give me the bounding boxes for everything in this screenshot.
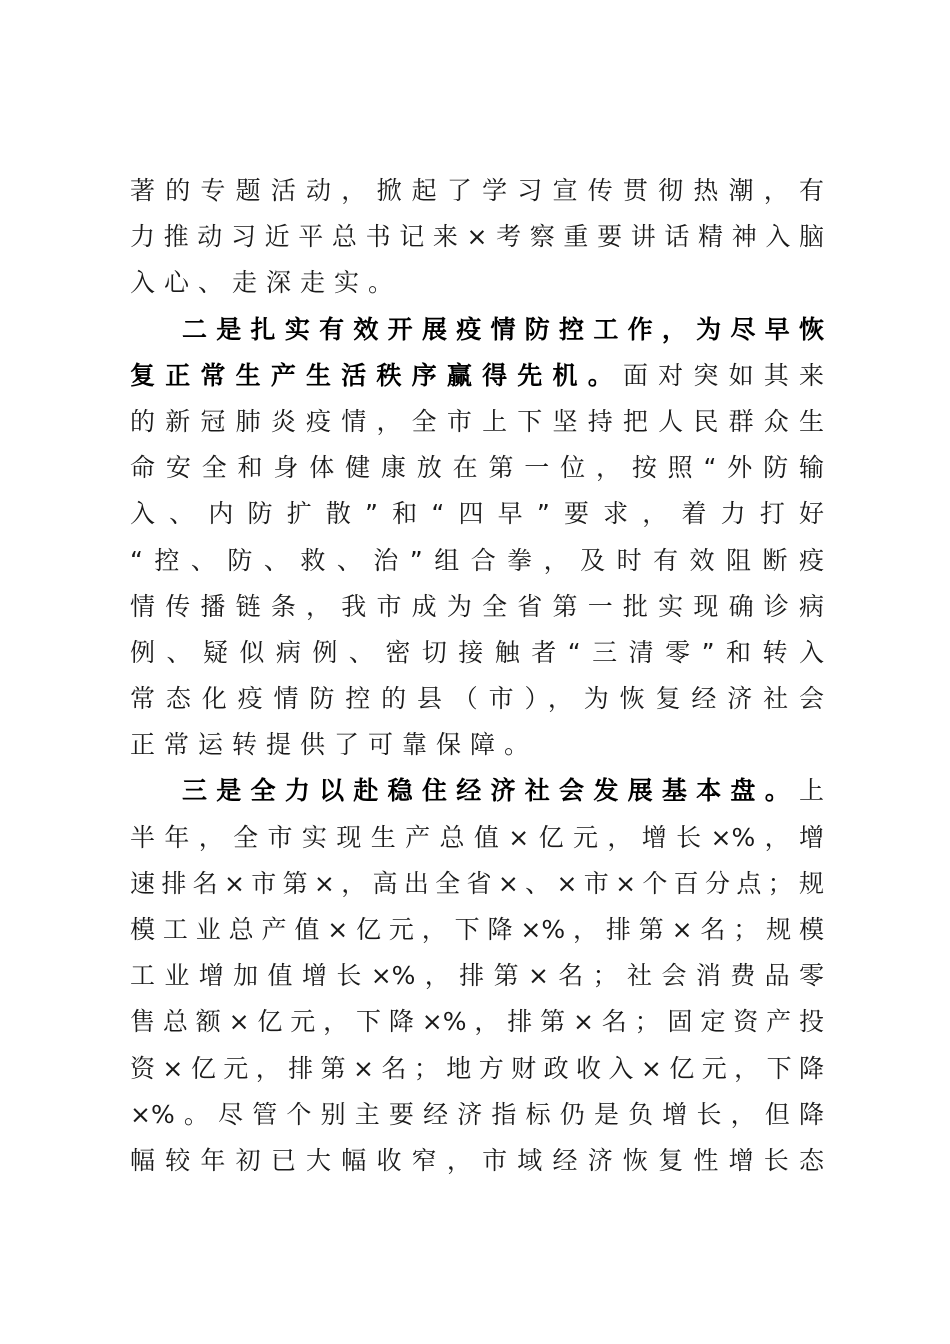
document-body [130,168,824,1184]
text-line: 常态化疫情防控的县（市），为恢复经济社会 [130,684,824,714]
text-line: 正常运转提供了可靠保障。 [130,730,539,760]
text-line: 售总额×亿元，下降×%，排第×名；固定资产投 [130,1007,824,1037]
text-line: ×%。尽管个别主要经济指标仍是负增长，但降 [130,1099,824,1129]
text-line: 速排名×市第×，高出全省×、×市×个百分点；规 [130,868,824,898]
text-line: 工业增加值增长×%，排第×名；社会消费品零 [130,961,824,991]
section-heading: 二是扎实有效开展疫情防控工作，为尽早恢 [182,314,824,344]
text-line: 复正常生产生活秩序赢得先机。面对突如其来 [130,360,824,390]
paragraph-heading-line [130,307,824,353]
text-line: 命安全和身体健康放在第一位，按照“外防输 [130,453,824,483]
text-line: 入心、走深走实。 [130,268,403,298]
text-line: 资×亿元，排第×名；地方财政收入×亿元，下降 [130,1053,824,1083]
text-line: 例、疑似病例、密切接触者“三清零”和转入 [130,637,824,667]
text-line: 的新冠肺炎疫情，全市上下坚持把人民群众生 [130,406,824,436]
text-line: 力推动习近平总书记来×考察重要讲话精神入脑 [130,222,824,252]
paragraph-heading-line: 三是全力以赴稳住经济社会发展基本盘。上 [182,776,824,806]
text-line: 半年，全市实现生产总值×亿元，增长×%，增 [130,822,824,852]
section-heading: 三是全力以赴稳住经济社会发展基本盘。 [182,776,799,806]
text-line: 情传播链条，我市成为全省第一批实现确诊病 [130,591,824,621]
text-line: 模工业总产值×亿元，下降×%，排第×名；规模 [130,915,824,944]
text-line: 入、内防扩散”和“四早”要求，着力打好 [130,499,824,529]
text-line: 著的专题活动，掀起了学习宣传贯彻热潮，有 [130,176,824,205]
text-line: 幅较年初已大幅收窄，市域经济恢复性增长态 [130,1145,824,1175]
text-line: “控、防、救、治”组合拳，及时有效阻断疫 [130,545,824,575]
section-heading: 复正常生产生活秩序赢得先机。 [130,360,623,390]
